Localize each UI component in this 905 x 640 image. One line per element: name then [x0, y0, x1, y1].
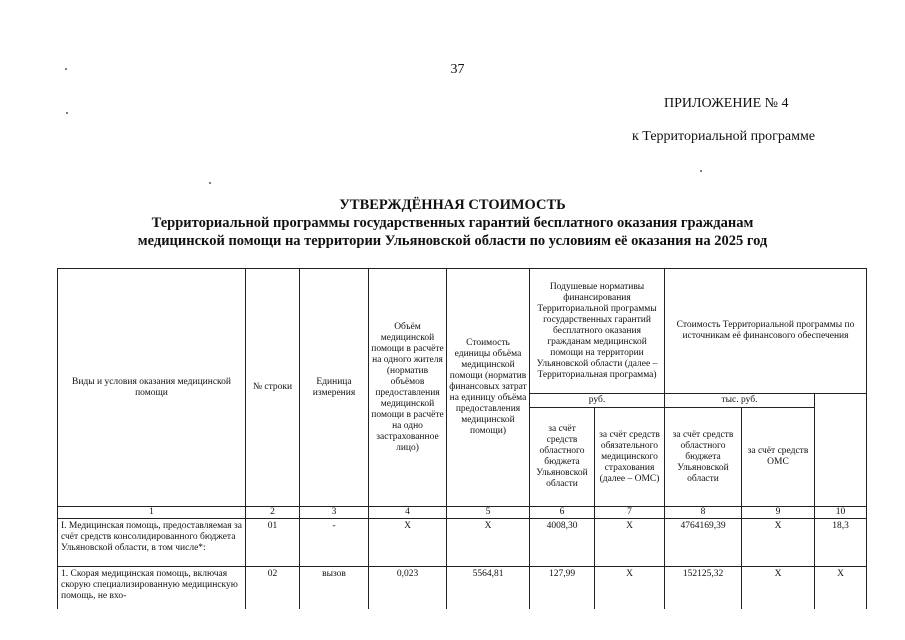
- header-percent-blank: [815, 394, 867, 507]
- column-number: 9: [742, 507, 815, 519]
- annex-subtitle: к Территориальной программе: [632, 129, 816, 144]
- header-per-capita-group: Подушевые нормативы финансирования Территориальной программы государственных гарантий бесплатного оказания гражданам медицинской помощи на территории Ульяновской области (далее – Территориальная программа): [530, 269, 665, 394]
- row-line-number: 02: [246, 567, 300, 609]
- row-unit-cost: 5564,81: [447, 567, 530, 609]
- header-volume: Объём медицинской помощи в расчёте на одного жителя (норматив объёмов предоставления медицинской помощи в расчёте на одно застрахованное лицо): [369, 269, 447, 507]
- page-number: 37: [450, 62, 465, 77]
- table-row: [58, 567, 867, 609]
- column-number: 8: [665, 507, 742, 519]
- scan-speck: [66, 112, 68, 114]
- row-per-capita-budget: 4008,30: [530, 519, 595, 567]
- header-kinds-conditions: Виды и условия оказания медицинской помощи: [58, 269, 246, 507]
- row-unit: -: [300, 519, 369, 567]
- cost-table: [57, 268, 867, 609]
- header-total-oms: за счёт средств ОМС: [742, 408, 815, 507]
- row-total-oms: X: [742, 567, 815, 609]
- row-unit-cost: X: [447, 519, 530, 567]
- table-row: [58, 519, 867, 567]
- row-total-budget: 4764169,39: [665, 519, 742, 567]
- column-numbers-row: [58, 507, 867, 519]
- header-unit-thousand-rub: тыс. руб.: [665, 394, 815, 408]
- header-line-number: № строки: [246, 269, 300, 507]
- annex-title: ПРИЛОЖЕНИЕ № 4: [664, 96, 789, 111]
- column-number: 7: [595, 507, 665, 519]
- scan-speck: [65, 68, 67, 70]
- header-unit-rub: руб.: [530, 394, 665, 408]
- row-percent: 18,3: [815, 519, 867, 567]
- header-unit-cost: Стоимость единицы объёма медицинской помощи (норматив финансовых затрат на единицу объёма предоставления медицинской помощи): [447, 269, 530, 507]
- header-per-capita-budget: за счёт средств областного бюджета Ульяновской области: [530, 408, 595, 507]
- column-number: 3: [300, 507, 369, 519]
- header-unit: Единица измерения: [300, 269, 369, 507]
- row-percent: X: [815, 567, 867, 609]
- header-per-capita-oms: за счёт средств обязательного медицинского страхования (далее – ОМС): [595, 408, 665, 507]
- heading-line-3: медицинской помощи на территории Ульяновской области по условиям её оказания на 2025 год: [137, 233, 768, 249]
- column-number: 10: [815, 507, 867, 519]
- row-per-capita-oms: X: [595, 519, 665, 567]
- row-per-capita-budget: 127,99: [530, 567, 595, 609]
- header-total-cost-group: Стоимость Территориальной программы по источникам её финансового обеспечения: [665, 269, 867, 394]
- row-total-oms: X: [742, 519, 815, 567]
- row-per-capita-oms: X: [595, 567, 665, 609]
- row-total-budget: 152125,32: [665, 567, 742, 609]
- row-name: 1. Скорая медицинская помощь, включая скорую специализированную медицинскую помощь, не вхо-: [58, 567, 246, 609]
- row-name: I. Медицинская помощь, предоставляемая за счёт средств консолидированного бюджета Ульяновской области, в том числе*:: [58, 519, 246, 567]
- row-volume: 0,023: [369, 567, 447, 609]
- heading-line-2: Территориальной программы государственных гарантий бесплатного оказания гражданам: [151, 215, 754, 231]
- scan-speck: [209, 182, 211, 184]
- column-number: 2: [246, 507, 300, 519]
- header-total-budget: за счёт средств областного бюджета Ульяновской области: [665, 408, 742, 507]
- document-heading: [0, 196, 905, 250]
- row-unit: вызов: [300, 567, 369, 609]
- column-number: 5: [447, 507, 530, 519]
- row-volume: X: [369, 519, 447, 567]
- scan-speck: [700, 170, 702, 172]
- column-number: 1: [58, 507, 246, 519]
- column-number: 6: [530, 507, 595, 519]
- column-number: 4: [369, 507, 447, 519]
- row-line-number: 01: [246, 519, 300, 567]
- heading-line-1: УТВЕРЖДЁННАЯ СТОИМОСТЬ: [339, 197, 566, 213]
